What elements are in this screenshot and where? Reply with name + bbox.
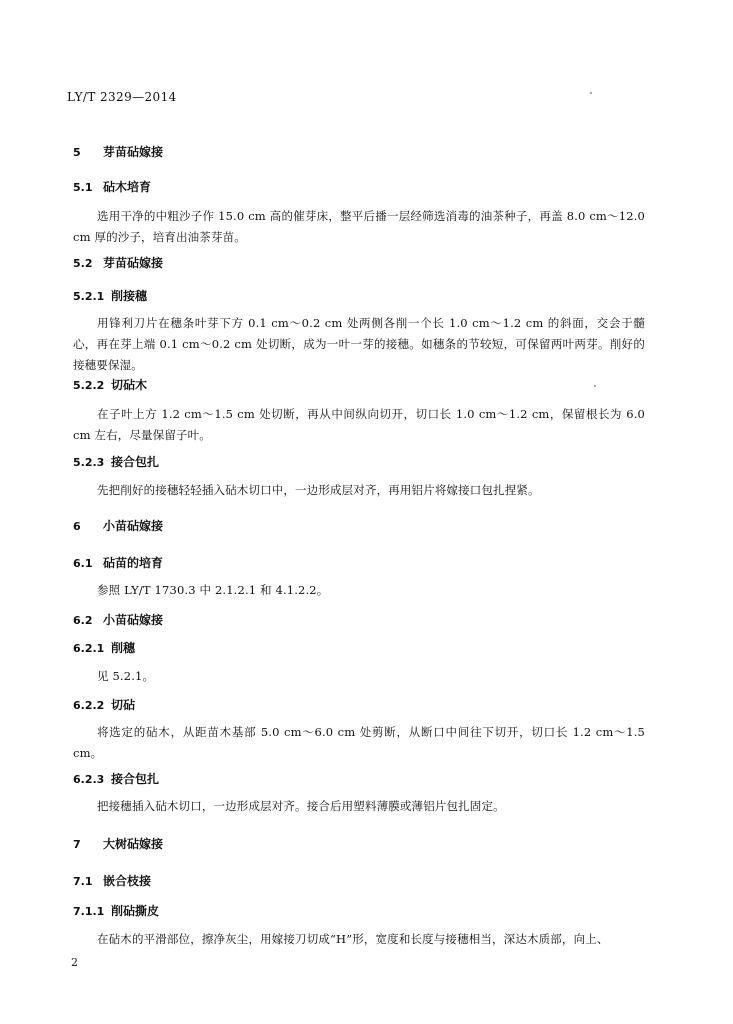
section-number: 5.1 bbox=[73, 181, 93, 194]
section-number: 7.1.1 bbox=[73, 905, 105, 918]
section-number: 5.2.2 bbox=[73, 379, 105, 392]
section-title: 砧木培育 bbox=[103, 180, 152, 194]
section-title: 接合包扎 bbox=[111, 772, 160, 786]
section-7-1-heading bbox=[73, 875, 151, 887]
paragraph-5-2-2: 在子叶上方 1.2 cm～1.5 cm 处切断，再从中间纵向切开，切口长 1.0 cm～1.2 cm，保留根长为 6.0 cm 左右，尽量保留子叶。 bbox=[73, 407, 645, 442]
section-5-2-2-heading bbox=[73, 379, 147, 391]
section-5-1-heading bbox=[73, 181, 151, 193]
section-title: 削接穗 bbox=[111, 289, 148, 303]
section-number: 7 bbox=[73, 838, 81, 851]
standard-code-header: LY/T 2329—2014 bbox=[67, 90, 177, 104]
section-number: 5.2 bbox=[73, 257, 93, 270]
section-number: 6.1 bbox=[73, 557, 93, 570]
paragraph-6-2-2: 将选定的砧木，从距苗木基部 5.0 cm～6.0 cm 处剪断，从断口中间往下切开，切口长 1.2 cm～1.5 cm。 bbox=[73, 725, 645, 760]
section-7-heading bbox=[73, 838, 163, 850]
paragraph-6-2-1: 见 5.2.1。 bbox=[97, 669, 155, 683]
section-5-2-heading bbox=[73, 257, 163, 269]
section-6-heading bbox=[73, 520, 163, 532]
paragraph-5-2-1: 用锋利刀片在穗条叶芽下方 0.1 cm～0.2 cm 处两侧各削一个长 1.0 cm～1.2 cm 的斜面，交会于髓心，再在芽上端 0.1 cm～0.2 cm 处切断，成为一叶一芽的接穗。如穗条的节较短，可保留两叶两芽。削好的接穗要保湿。 bbox=[73, 316, 645, 372]
section-7-1-1-heading bbox=[73, 905, 159, 917]
section-title: 芽苗砧嫁接 bbox=[103, 145, 164, 159]
section-6-2-heading bbox=[73, 614, 163, 626]
page-number: 2 bbox=[71, 956, 78, 969]
paragraph-7-1-1: 在砧木的平滑部位，擦净灰尘，用嫁接刀切成“H”形，宽度和长度与接穗相当，深达木质部，向上、 bbox=[97, 932, 609, 946]
section-6-2-1-heading bbox=[73, 642, 135, 654]
section-title: 小苗砧嫁接 bbox=[103, 613, 164, 627]
section-number: 6 bbox=[73, 520, 81, 533]
section-title: 削穗 bbox=[111, 641, 136, 655]
paragraph-6-2-3: 把接穗插入砧木切口，一边形成层对齐。接合后用塑料薄膜或薄铝片包扎固定。 bbox=[97, 799, 505, 813]
paragraph-5-2-3: 先把削好的接穗轻轻插入砧木切口中，一边形成层对齐，再用铝片将嫁接口包扎捏紧。 bbox=[97, 483, 540, 497]
scan-speck bbox=[594, 385, 596, 387]
section-6-2-3-heading bbox=[73, 773, 159, 785]
section-number: 6.2.3 bbox=[73, 773, 105, 786]
section-number: 5.2.1 bbox=[73, 290, 105, 303]
section-title: 接合包扎 bbox=[111, 455, 160, 469]
paragraph-6-1: 参照 LY/T 1730.3 中 2.1.2.1 和 4.1.2.2。 bbox=[97, 583, 329, 597]
paragraph-5-1: 选用干净的中粗沙子作 15.0 cm 高的催芽床，整平后播一层经筛选消毒的油茶种子，再盖 8.0 cm～12.0 cm 厚的沙子，培育出油茶芽苗。 bbox=[73, 209, 645, 244]
section-title: 切砧木 bbox=[111, 378, 148, 392]
section-6-1-heading bbox=[73, 557, 163, 569]
section-title: 削砧撕皮 bbox=[111, 904, 160, 918]
section-number: 6.2 bbox=[73, 614, 93, 627]
section-number: 7.1 bbox=[73, 875, 93, 888]
section-title: 嵌合枝接 bbox=[103, 874, 152, 888]
section-title: 砧苗的培育 bbox=[103, 556, 164, 570]
section-6-2-2-heading bbox=[73, 699, 135, 711]
section-5-2-1-heading bbox=[73, 290, 147, 302]
section-5-2-3-heading bbox=[73, 456, 159, 468]
section-number: 6.2.2 bbox=[73, 699, 105, 712]
section-number: 5.2.3 bbox=[73, 456, 105, 469]
section-number: 5 bbox=[73, 146, 81, 159]
section-number: 6.2.1 bbox=[73, 642, 105, 655]
scan-speck bbox=[590, 92, 592, 94]
section-title: 小苗砧嫁接 bbox=[103, 519, 164, 533]
section-title: 芽苗砧嫁接 bbox=[103, 256, 164, 270]
section-title: 大树砧嫁接 bbox=[103, 837, 164, 851]
section-title: 切砧 bbox=[111, 698, 136, 712]
section-5-heading bbox=[73, 146, 163, 158]
